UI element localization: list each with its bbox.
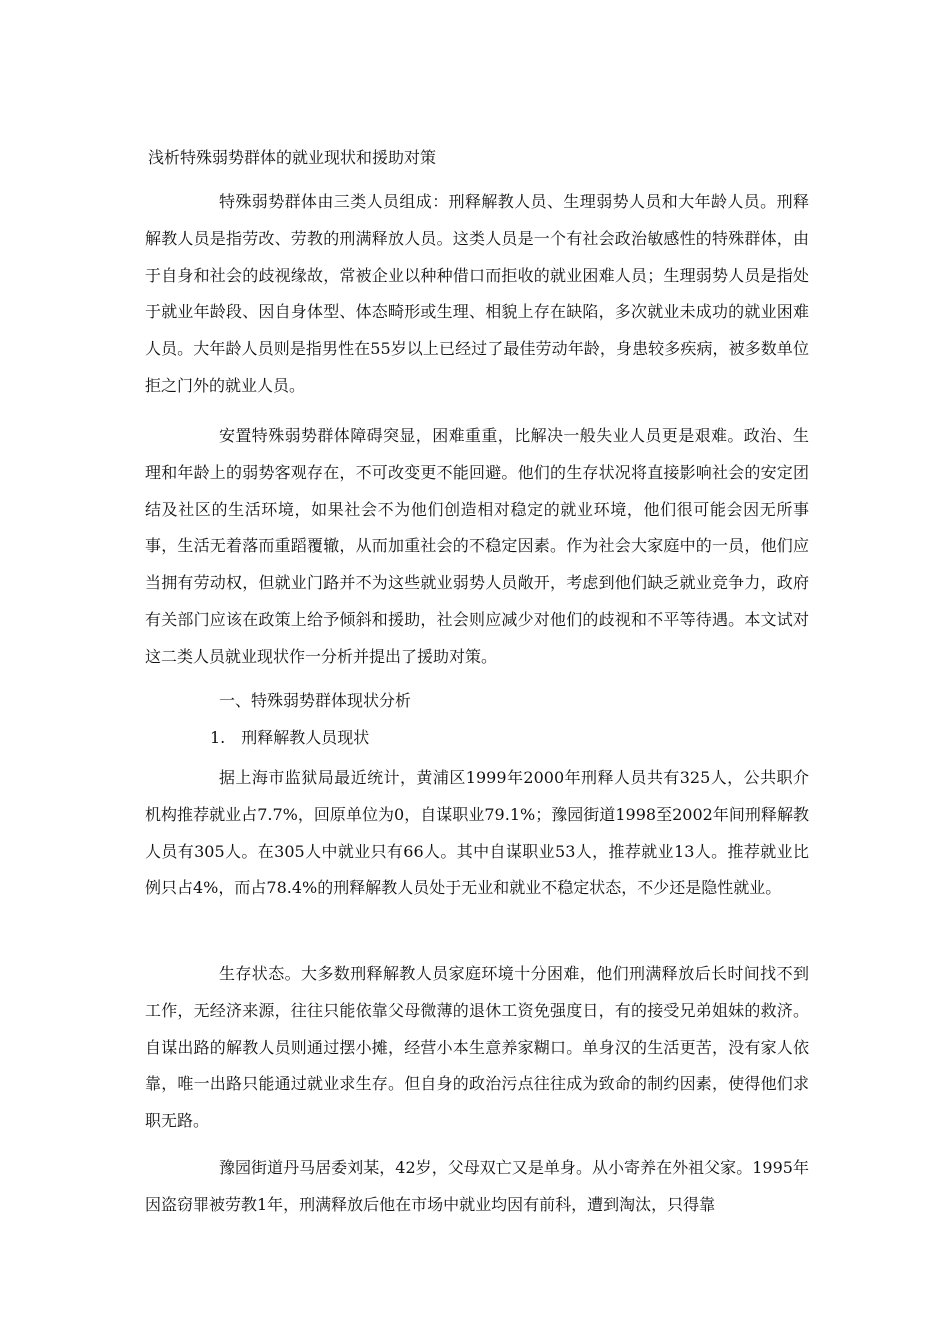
paragraph-definition: 特殊弱势群体由三类人员组成：刑释解教人员、生理弱势人员和大年龄人员。刑释解教人员是指劳改、劳教的刑满释放人员。这类人员是一个有社会政治敏感性的特殊群体，由于自身和社会的歧视缘故，常被企业以种种借口而拒收的就业困难人员；生理弱势人员是指处于就业年龄段、因自身体型、体态畸形或生理、相貌上存在缺陷，多次就业未成功的就业困难人员。大年龄人员则是指男性在55岁以上已经过了最佳劳动年龄，身患较多疾病，被多数单位拒之门外的就业人员。 xyxy=(145,192,809,395)
paragraph-difficulty: 安置特殊弱势群体障碍突显，困难重重，比解决一般失业人员更是艰难。政治、生理和年龄上的弱势客观存在，不可改变更不能回避。他们的生存状况将直接影响社会的安定团结及社区的生活环境，如果社会不为他们创造相对稳定的就业环境，他们很可能会因无所事事，生活无着落而重蹈覆辙，从而加重社会的不稳定因素。作为社会大家庭中的一员，他们应当拥有劳动权，但就业门路并不为这些就业弱势人员敞开，考虑到他们缺乏就业竞争力，政府有关部门应该在政策上给予倾斜和援助，社会则应减少对他们的歧视和不平等待遇。本文试对这二类人员就业现状作一分析并提出了援助对策。 xyxy=(145,426,809,666)
subsection-heading: 1. 刑释解教人员现状 xyxy=(210,728,370,747)
paragraph-statistics: 据上海市监狱局最近统计，黄浦区1999年2000年刑释人员共有325人，公共职介机构推荐就业占7.7%，回原单位为0，自谋职业79.1%；豫园街道1998至2002年间刑释解教人员有305人。在305人中就业只有66人。其中自谋职业53人，推荐就业13人。推荐就业比例只占4%，而占78.4%的刑释解教人员处于无业和就业不稳定状态，不少还是隐性就业。 xyxy=(145,768,809,898)
document-title: 浅析特殊弱势群体的就业现状和援助对策 xyxy=(148,148,437,167)
paragraph-living-status: 生存状态。大多数刑释解教人员家庭环境十分困难，他们刑满释放后长时间找不到工作，无经济来源，往往只能依靠父母微薄的退休工资免强度日，有的接受兄弟姐妹的救济。自谋出路的解教人员则通过摆小摊，经营小本生意养家糊口。单身汉的生活更苦，没有家人依靠，唯一出路只能通过就业求生存。但自身的政治污点往往成为致命的制约因素，使得他们求职无路。 xyxy=(145,964,809,1131)
section-heading: 一、特殊弱势群体现状分析 xyxy=(219,691,412,710)
paragraph-case-example: 豫园街道丹马居委刘某，42岁，父母双亡又是单身。从小寄养在外祖父家。1995年因盗窃罪被劳教1年，刑满释放后他在市场中就业均因有前科，遭到淘汰，只得靠 xyxy=(145,1158,809,1214)
